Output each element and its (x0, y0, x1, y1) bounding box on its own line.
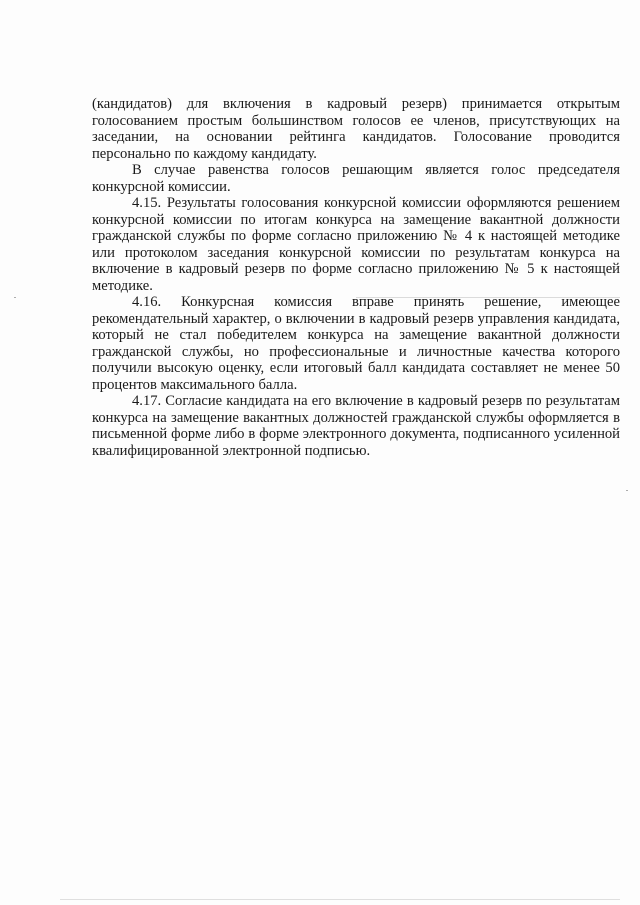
document-body (92, 96, 620, 459)
paragraph-4-15: 4.15. Результаты голосования конкурсной комиссии оформляются решением конкурсной комиссии по итогам конкурса на замещение вакантной должности гражданской службы по форме согласно приложению № 4 к настоящей методике или протоколом заседания конкурсной комиссии по результатам конкурса на включение в кадровый резерв по форме согласно приложению № 5 к настоящей методике. (92, 195, 620, 294)
paragraph-voting-procedure: (кандидатов) для включения в кадровый резерв) принимается открытым голосованием простым большинством голосов ее членов, присутствующих на заседании, на основании рейтинга кандидатов. Голосование проводится персонально по каждому кандидату. (92, 96, 620, 162)
paragraph-tie-vote: В случае равенства голосов решающим является голос председателя конкурсной комиссии. (92, 162, 620, 195)
scan-artifact-dot (626, 490, 628, 491)
scan-artifact-line (356, 297, 620, 298)
paragraph-4-17: 4.17. Согласие кандидата на его включение в кадровый резерв по результатам конкурса на замещение вакантных должностей гражданской службы оформляется в письменной форме либо в форме электронного документа, подписанного усиленной квалифицированной электронной подписью. (92, 393, 620, 459)
scan-artifact-dot (14, 297, 16, 298)
scan-artifact-line (60, 899, 620, 900)
paragraph-4-16: 4.16. Конкурсная комиссия вправе принять решение, имеющее рекомендательный характер, о включении в кадровый резерв управления кандидата, который не стал победителем конкурса на замещение вакантной должности гражданской службы, но профессиональные и личностные качества которого получили высокую оценку, если итоговый балл кандидата составляет не менее 50 процентов максимального балла. (92, 294, 620, 393)
